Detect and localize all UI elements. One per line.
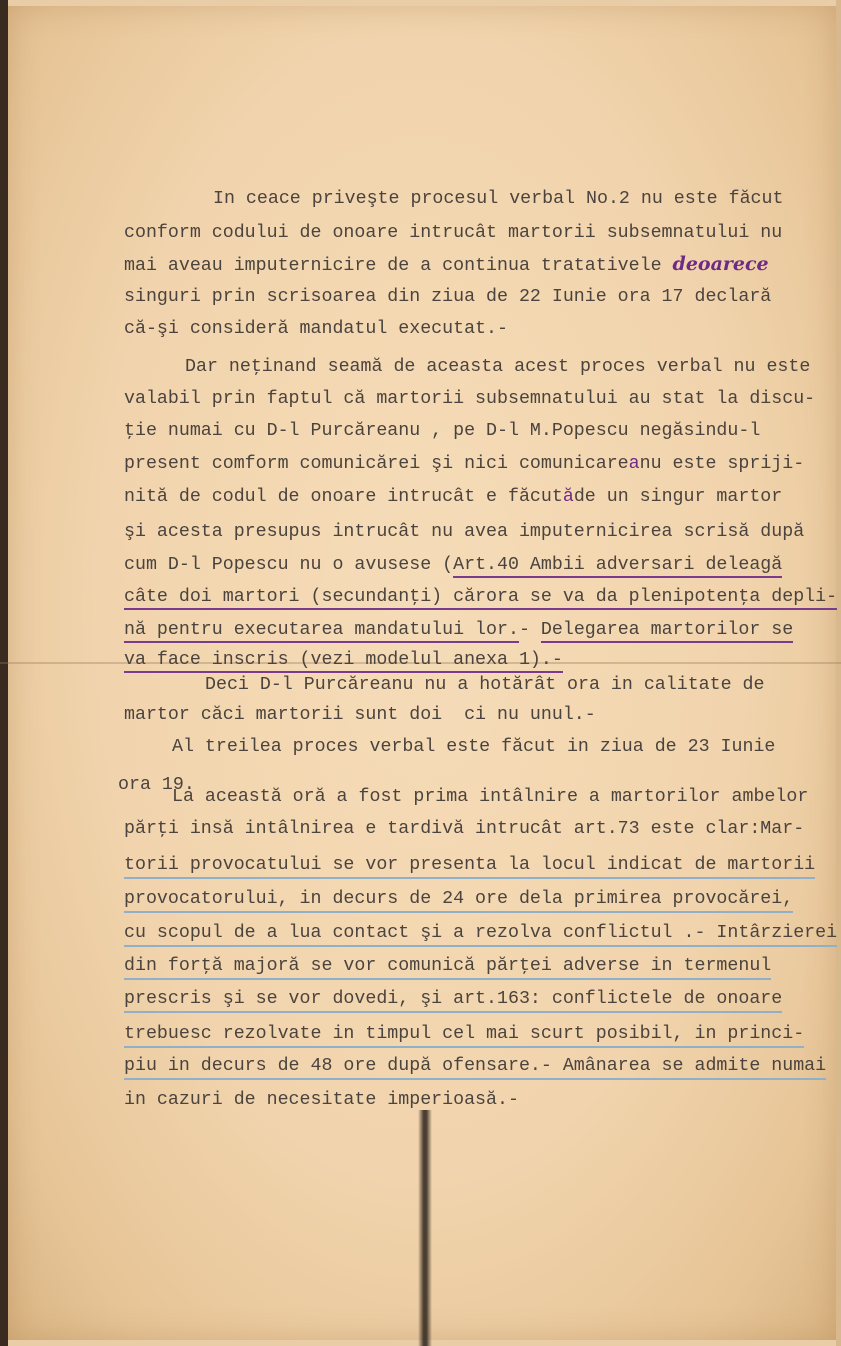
text-segment: mai aveau imputernicire de a continua tratativele: [124, 256, 673, 276]
text-line: [213, 188, 783, 210]
text-line: [172, 736, 775, 758]
underlined-text: prescris şi se vor dovedi, şi art.163: conflictele de onoare: [124, 989, 782, 1013]
text-segment: cum D-l Popescu nu o avusese (: [124, 555, 454, 575]
text-line: [124, 586, 837, 608]
underlined-text: Art.40 Ambii adversari deleagă: [453, 555, 782, 578]
underlined-text: din forţă majoră se vor comunică părţei adverse in termenul: [124, 956, 771, 980]
underlined-text: nă pentru executarea mandatului lor.: [124, 620, 519, 643]
text-segment: present comform comunicărei şi nici comunicare: [124, 454, 629, 474]
text-line: [124, 922, 837, 944]
text-line: [124, 888, 793, 910]
text-line: [124, 704, 596, 726]
text-line: [124, 521, 804, 543]
text-line: [124, 649, 563, 671]
underlined-text: Delegarea martorilor se: [541, 620, 793, 643]
text-segment: La această oră a fost prima intâlnire a martorilor ambelor: [172, 787, 809, 807]
underlined-text: piu in decurs de 48 ore după ofensare.- Amânarea se admite numai: [124, 1056, 826, 1080]
text-segment: -: [518, 620, 541, 640]
text-line: [172, 786, 808, 808]
text-line: [124, 854, 815, 876]
text-segment: in cazuri de necesitate imperioasă.-: [124, 1090, 519, 1110]
text-line: [124, 253, 769, 277]
text-line: [205, 674, 765, 696]
paper-edge: [836, 0, 841, 1346]
text-line: [124, 222, 782, 244]
underlined-text: torii provocatului se vor presenta la locul indicat de martorii: [124, 855, 815, 879]
underlined-text: va face inscris (vezi modelul anexa 1).-: [124, 650, 563, 673]
text-segment: valabil prin faptul că martorii subsemnatului au stat la discu-: [124, 389, 816, 409]
text-line: [124, 1089, 519, 1111]
text-line: [124, 554, 782, 576]
text-line: [124, 318, 508, 340]
underlined-text: cu scopul de a lua contact şi a rezolva conflictul .- Intârzierei: [124, 923, 837, 947]
text-line: [124, 486, 782, 508]
underlined-text: provocatorului, in decurs de 24 ore dela primirea provocărei,: [124, 889, 793, 913]
text-line: [124, 420, 760, 442]
text-line: [124, 453, 804, 475]
text-segment: nită de codul de onoare intrucât e făcut: [124, 487, 563, 507]
text-line: [124, 1055, 826, 1077]
scan-edge: [0, 0, 8, 1346]
text-segment: In ceace priveşte procesul verbal No.2 nu este făcut: [213, 189, 784, 209]
text-line: [124, 955, 771, 977]
text-segment: ă: [562, 487, 574, 507]
text-segment: conform codului de onoare intrucât martorii subsemnatului nu: [124, 223, 783, 243]
text-segment: că-şi consideră mandatul executat.-: [124, 319, 508, 339]
underlined-text: trebuesc rezolvate in timpul cel mai scurt posibil, in princi-: [124, 1024, 804, 1048]
text-segment: Al treilea proces verbal este făcut in ziua de 23 Iunie: [172, 737, 776, 757]
text-segment: Dar neţinand seamă de aceasta acest proces verbal nu este: [185, 357, 811, 377]
text-segment: a: [628, 454, 640, 474]
text-line: [124, 818, 804, 840]
text-segment: martor căci martorii sunt doi ci nu unul.-: [124, 705, 596, 725]
text-segment: ţie numai cu D-l Purcăreanu , pe D-l M.Popescu negăsindu-l: [124, 421, 761, 441]
text-line: [124, 1023, 804, 1045]
handwritten-correction: deoarece: [672, 253, 769, 275]
text-line: [124, 619, 793, 641]
text-line: [185, 356, 810, 378]
text-segment: ora 19.: [118, 775, 195, 795]
text-segment: de un singur martor: [573, 487, 783, 507]
underlined-text: câte doi martori (secundanţi) cărora se va da plenipotenţa depli-: [124, 587, 837, 610]
text-segment: părţi insă intâlnirea e tardivă intrucât art.73 este clar:Mar-: [124, 819, 805, 839]
text-line: [124, 988, 782, 1010]
text-segment: şi acesta presupus intrucât nu avea imputernicirea scrisă după: [124, 522, 805, 542]
paper-tear: [418, 1110, 432, 1346]
text-segment: Deci D-l Purcăreanu nu a hotărât ora in calitate de: [205, 675, 765, 695]
text-line: [124, 388, 815, 410]
text-segment: singuri prin scrisoarea din ziua de 22 Iunie ora 17 declară: [124, 287, 772, 307]
text-segment: nu este spriji-: [639, 454, 805, 474]
text-line: [124, 286, 771, 308]
